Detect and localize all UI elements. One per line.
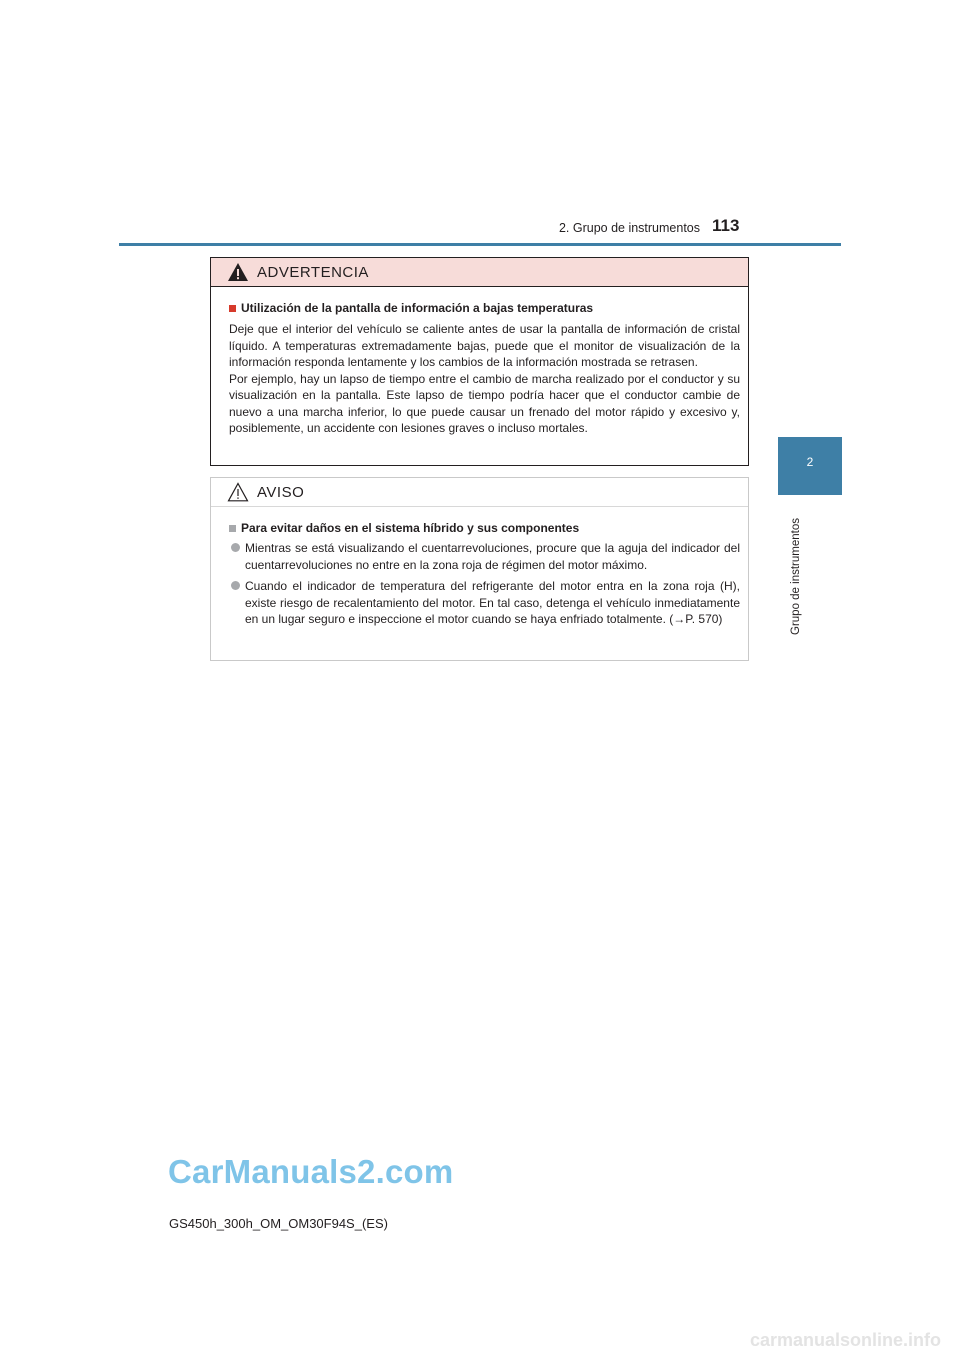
notice-box-header: [211, 478, 748, 507]
gray-circle-bullet-icon: [231, 543, 240, 552]
header-rule: [119, 243, 841, 246]
warning-box-title: ADVERTENCIA: [257, 263, 369, 281]
notice-box-title: AVISO: [257, 483, 305, 501]
side-chapter-label: Grupo de instrumentos: [790, 518, 802, 636]
warning-paragraph: Deje que el interior del vehículo se caliente antes de usar la pantalla de información de cristal líquido. A temperaturas extremadamente bajas, puede que el monitor de visualización de la información responda lentamente y los cambios de la información mostrada se retrasen.: [229, 322, 740, 369]
warning-section-heading-text: Utilización de la pantalla de información a bajas temperaturas: [241, 301, 594, 315]
warning-box-header: [211, 258, 748, 287]
page-number: 113: [712, 216, 740, 235]
warning-body: [229, 321, 740, 437]
warning-box: [210, 257, 749, 466]
side-chapter-number: 2: [806, 455, 814, 469]
red-square-bullet-icon: [229, 305, 236, 312]
watermark-logo: CarManuals2.com: [168, 1153, 454, 1190]
warning-paragraph: Por ejemplo, hay un lapso de tiempo entre el cambio de marcha realizado por el conductor y su visualización en la pantalla. Este lapso de tiempo podría hacer que el conductor cambie de nuevo a una marcha inferior, lo que puede causar un frenado del motor rápido y excesivo y, posiblemente, un accidente con lesiones graves o incluso mortales.: [229, 371, 740, 435]
side-chapter-tab: [778, 437, 842, 495]
warning-triangle-filled-icon: [227, 262, 249, 282]
notice-section-heading: [229, 521, 748, 535]
warning-section-heading: [229, 301, 748, 315]
warning-triangle-outline-icon: [227, 482, 249, 502]
header-section-title: 2. Grupo de instrumentos: [558, 221, 700, 235]
notice-bullet-item: [231, 578, 740, 628]
notice-bullet-text: Cuando el indicador de temperatura del refrigerante del motor entra en la zona roja (H), existe riesgo de recalentamiento del motor. En tal caso, detenga el vehículo inmediatamente en un lugar seguro e inspeccione el motor cuando se haya enfriado totalmente. (→P. 570): [245, 579, 740, 626]
notice-section-heading-text: Para evitar daños en el sistema híbrido y sus componentes: [241, 521, 580, 535]
notice-bullet-item: [231, 540, 740, 573]
gray-circle-bullet-icon: [231, 581, 240, 590]
gray-square-bullet-icon: [229, 525, 236, 532]
footer-manual-code: GS450h_300h_OM_OM30F94S_(ES): [169, 1216, 388, 1231]
notice-bullet-text: Mientras se está visualizando el cuentarrevoluciones, procure que la aguja del indicador del cuentarrevoluciones no entre en la zona roja de régimen del motor máximo.: [245, 541, 740, 572]
notice-box: [210, 477, 749, 661]
site-watermark: carmanualsonline.info: [750, 1330, 942, 1350]
